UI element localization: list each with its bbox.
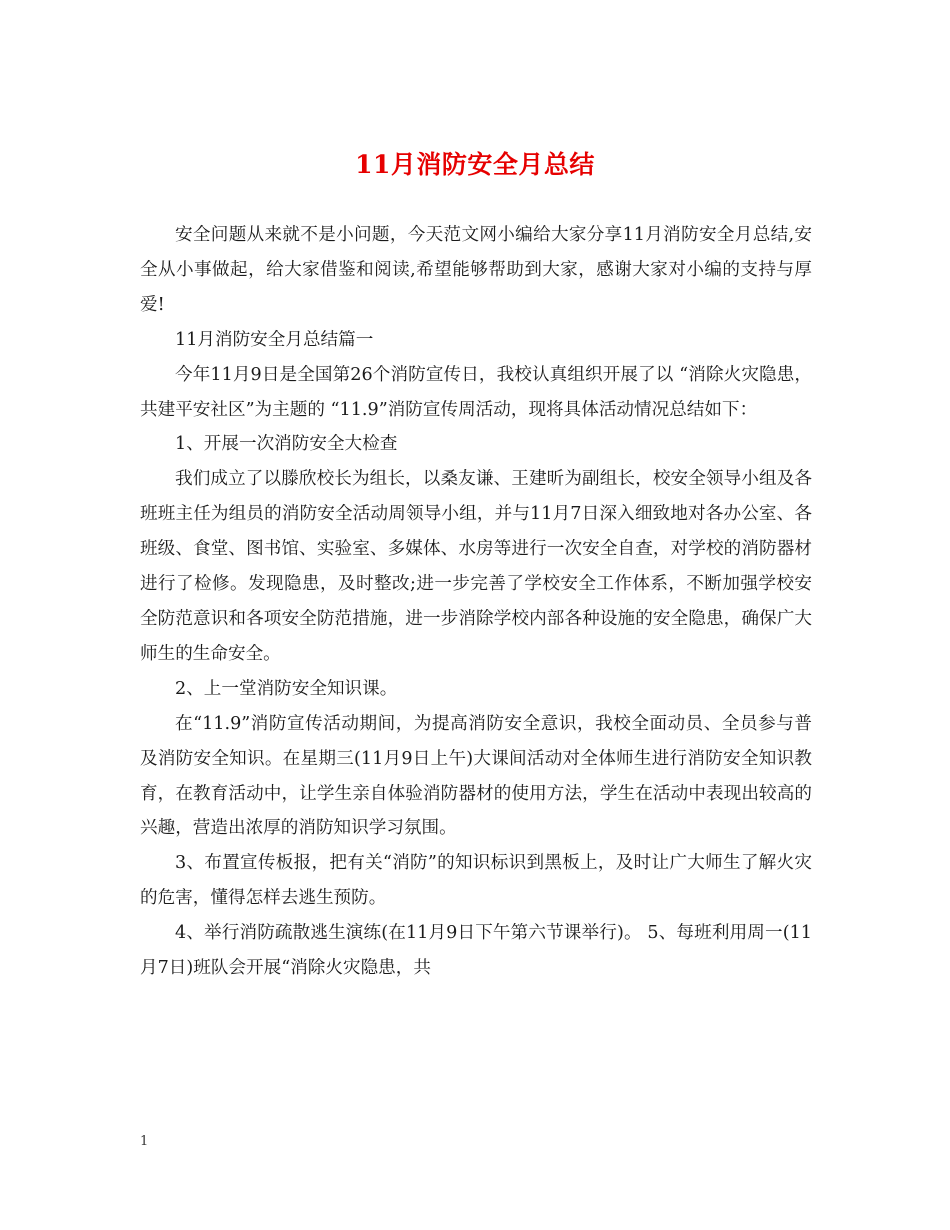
section-heading: 11月消防安全月总结篇一: [175, 329, 374, 350]
page-number: 1: [140, 1134, 149, 1149]
intro-paragraph: 安全问题从来就不是小问题，今天范文网小编给大家分享11月消防安全月总结,安全从小事做起，给大家借鉴和阅读,希望能够帮助到大家，感谢大家对小编的支持与厚爱!: [140, 225, 812, 315]
item-paragraph-2: 在“11.9”消防宣传活动期间，为提高消防安全意识，我校全面动员、全员参与普及消防安全知识。在星期三(11月9日上午)大课间活动对全体师生进行消防安全知识教育，在教育活动中，让学生亲自体验消防器材的使用方法，学生在活动中表现出较高的兴趣，营造出浓厚的消防知识学习氛围。: [140, 713, 812, 839]
item-paragraph-3: 3、布置宣传板报，把有关“消防”的知识标识到黑板上，及时让广大师生了解火灾的危害，懂得怎样去逃生预防。: [140, 853, 812, 909]
item-paragraph-4: 4、举行消防疏散逃生演练(在11月9日下午第六节课举行)。 5、每班利用周一(11月7日)班队会开展“消除火灾隐患，共: [140, 923, 812, 979]
overview-paragraph: 今年11月9日是全国第26个消防宣传日，我校认真组织开展了以 “消除火灾隐患，共建平安社区”为主题的 “11.9”消防宣传周活动，现将具体活动情况总结如下：: [140, 364, 812, 420]
document-body: [140, 218, 812, 986]
item-heading-1: 1、开展一次消防安全大检查: [175, 434, 398, 455]
item-paragraph-1: 我们成立了以滕欣校长为组长，以桑友谦、王建昕为副组长，校安全领导小组及各班班主任为组员的消防安全活动周领导小组，并与11月7日深入细致地对各办公室、各班级、食堂、图书馆、实验室、多媒体、水房等进行一次安全自查，对学校的消防器材进行了检修。发现隐患，及时整改;进一步完善了学校安全工作体系，不断加强学校安全防范意识和各项安全防范措施，进一步消除学校内部各种设施的安全隐患，确保广大师生的生命安全。: [140, 469, 812, 664]
page-title: 11月消防安全月总结: [355, 150, 595, 179]
item-heading-2: 2、上一堂消防安全知识课。: [175, 678, 398, 699]
